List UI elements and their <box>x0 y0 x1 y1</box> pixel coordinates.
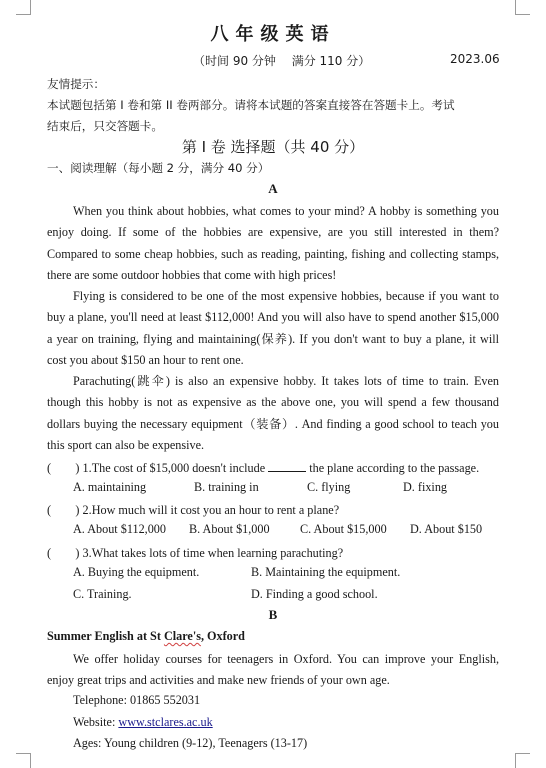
question-3 <box>47 544 343 561</box>
website-link[interactable]: www.stclares.ac.uk <box>118 715 213 729</box>
fill-blank <box>268 461 306 472</box>
page-title: 八年级英语 <box>210 24 336 45</box>
option-3c: C. Training. <box>73 587 132 601</box>
passage-a-paragraph-1: When you think about hobbies, what comes to your mind? A hobby is something you enjoy doing. If some of the hobbies are expensive, are you still interested in them? Compared to some cheap hobbies, such as reading, painting, fishing and collecting stamps, there are some outdoor hobbies that come with high prices! <box>47 204 499 283</box>
telephone-line: Telephone: 01865 552031 <box>73 693 201 707</box>
passage-a-paragraph-2: Flying is considered to be one of the most expensive hobbies, because if you want to buy a plane, you'll need at least $112,000! And you will also have to spend another $15,000 a year on training, flying and maintaining(保养). If you don't want to buy a plane, it will cost you about $150 an hour to rent one. <box>47 289 499 368</box>
option-2a: A. About $112,000 <box>73 522 166 536</box>
website-label: Website: <box>73 715 119 729</box>
section-title: 第 I 卷 选择题（共 40 分） <box>181 138 365 156</box>
passage-a-letter: A <box>268 181 278 196</box>
passage-b-heading <box>47 629 245 644</box>
answer-bracket[interactable]: ( ) <box>47 503 80 517</box>
option-1a: A. maintaining <box>73 480 147 494</box>
option-3a: A. Buying the equipment. <box>73 565 200 579</box>
answer-bracket[interactable]: ( ) <box>47 546 80 560</box>
part-title: 一、阅读理解（每小题 2 分，满分 40 分） <box>47 161 270 175</box>
crop-mark-bottom-left <box>16 753 31 768</box>
crop-mark-top-right <box>515 0 530 15</box>
passage-b-paragraph-1: We offer holiday courses for teenagers in Oxford. You can improve your English, enjoy great trips and activities and make new friends of your own age. <box>47 652 499 688</box>
option-2d: D. About $150 <box>410 522 483 536</box>
crop-mark-top-left <box>16 0 31 15</box>
option-1d: D. fixing <box>403 480 448 494</box>
notice-heading: 友情提示： <box>47 77 105 91</box>
ages-line: Ages: Young children (9-12), Teenagers (13-17) <box>73 736 308 750</box>
option-2c: C. About $15,000 <box>300 522 387 536</box>
heading-text-tail: , Oxford <box>200 629 245 643</box>
notice-line-2: 结束后，只交答题卡。 <box>47 119 163 133</box>
notice-line-1: 本试题包括第 I 卷和第 II 卷两部分。请将本试题的答案直接答在答题卡上。考试 <box>47 98 455 112</box>
question-1 <box>47 459 479 476</box>
option-2b: B. About $1,000 <box>189 522 270 536</box>
exam-info: （时间 90 分钟 满分 110 分） <box>193 54 371 68</box>
heading-name: Clare's <box>163 629 201 643</box>
website-line <box>73 715 213 730</box>
question-stem: 2.How much will it cost you an hour to rent a plane? <box>82 503 340 517</box>
question-2 <box>47 501 339 518</box>
passage-b-letter: B <box>268 607 278 622</box>
question-stem-tail: the plane according to the passage. <box>309 461 480 475</box>
heading-text: Summer English at St <box>47 629 164 643</box>
option-1c: C. flying <box>307 480 351 494</box>
option-3d: D. Finding a good school. <box>251 587 378 601</box>
answer-bracket[interactable]: ( ) <box>47 461 80 475</box>
option-3b: B. Maintaining the equipment. <box>251 565 401 579</box>
passage-a-paragraph-3: Parachuting(跳伞) is also an expensive hobby. It takes lots of time to train. Even though this hobby is not as expensive as the above one, you will spend a few thousand dollars buying the necessary equipment（装备）. And finding a good school to teach you this sport can also be expensive. <box>47 374 499 453</box>
option-1b: B. training in <box>194 480 259 494</box>
exam-date: 2023.06 <box>450 52 500 66</box>
crop-mark-bottom-right <box>515 753 530 768</box>
question-stem: 3.What takes lots of time when learning parachuting? <box>82 546 344 560</box>
question-stem: 1.The cost of $15,000 doesn't include <box>82 461 266 475</box>
